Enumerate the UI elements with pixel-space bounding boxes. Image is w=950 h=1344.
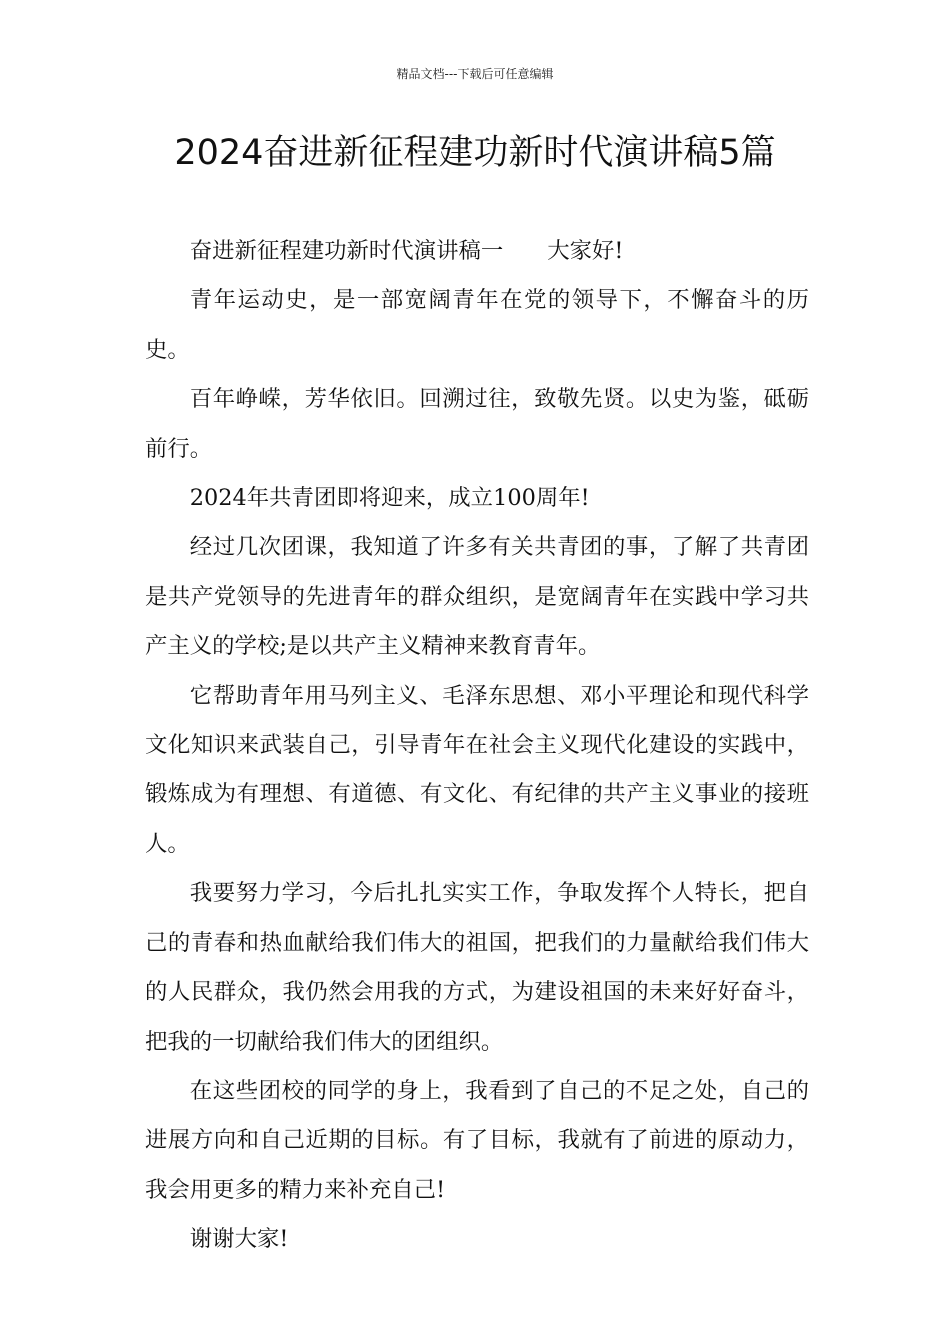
speech-greeting: 大家好! [547,238,624,264]
paragraph-7: 在这些团校的同学的身上，我看到了自己的不足之处，自己的进展方向和自己近期的目标。有了目标，我就有了前进的原动力，我会用更多的精力来补充自己! [145,1077,809,1203]
speech-heading: 奋进新征程建功新时代演讲稿一 [189,238,504,264]
closing-line: 谢谢大家! [189,1226,289,1253]
document-title: 2024奋进新征程建功新时代演讲稿5篇 [174,133,776,173]
paragraph-4: 经过几次团课，我知道了许多有关共青团的事，了解了共青团是共产党领导的先进青年的群众组织，是宽阔青年在实践中学习共产主义的学校;是以共产主义精神来教育青年。 [145,534,809,660]
paragraph-2: 百年峥嵘，芳华依旧。回溯过往，致敬先贤。以史为鉴，砥砺前行。 [145,386,809,462]
paragraph-3: 2024年共青团即将迎来，成立100周年! [189,485,590,512]
paragraph-1: 青年运动史，是一部宽阔青年在党的领导下，不懈奋斗的历史。 [145,287,809,363]
speech-intro-line [145,227,809,276]
document-header-note: 精品文档---下载后可任意编辑 [396,67,554,81]
speech-body [145,227,809,1265]
paragraph-6: 我要努力学习，今后扎扎实实工作，争取发挥个人特长，把自己的青春和热血献给我们伟大的祖国，把我们的力量献给我们伟大的人民群众，我仍然会用我的方式，为建设祖国的未来好好奋斗，把我的一切献给我们伟大的团组织。 [145,880,809,1055]
paragraph-5: 它帮助青年用马列主义、毛泽东思想、邓小平理论和现代科学文化知识来武装自己，引导青年在社会主义现代化建设的实践中，锻炼成为有理想、有道德、有文化、有纪律的共产主义事业的接班人。 [145,682,809,857]
